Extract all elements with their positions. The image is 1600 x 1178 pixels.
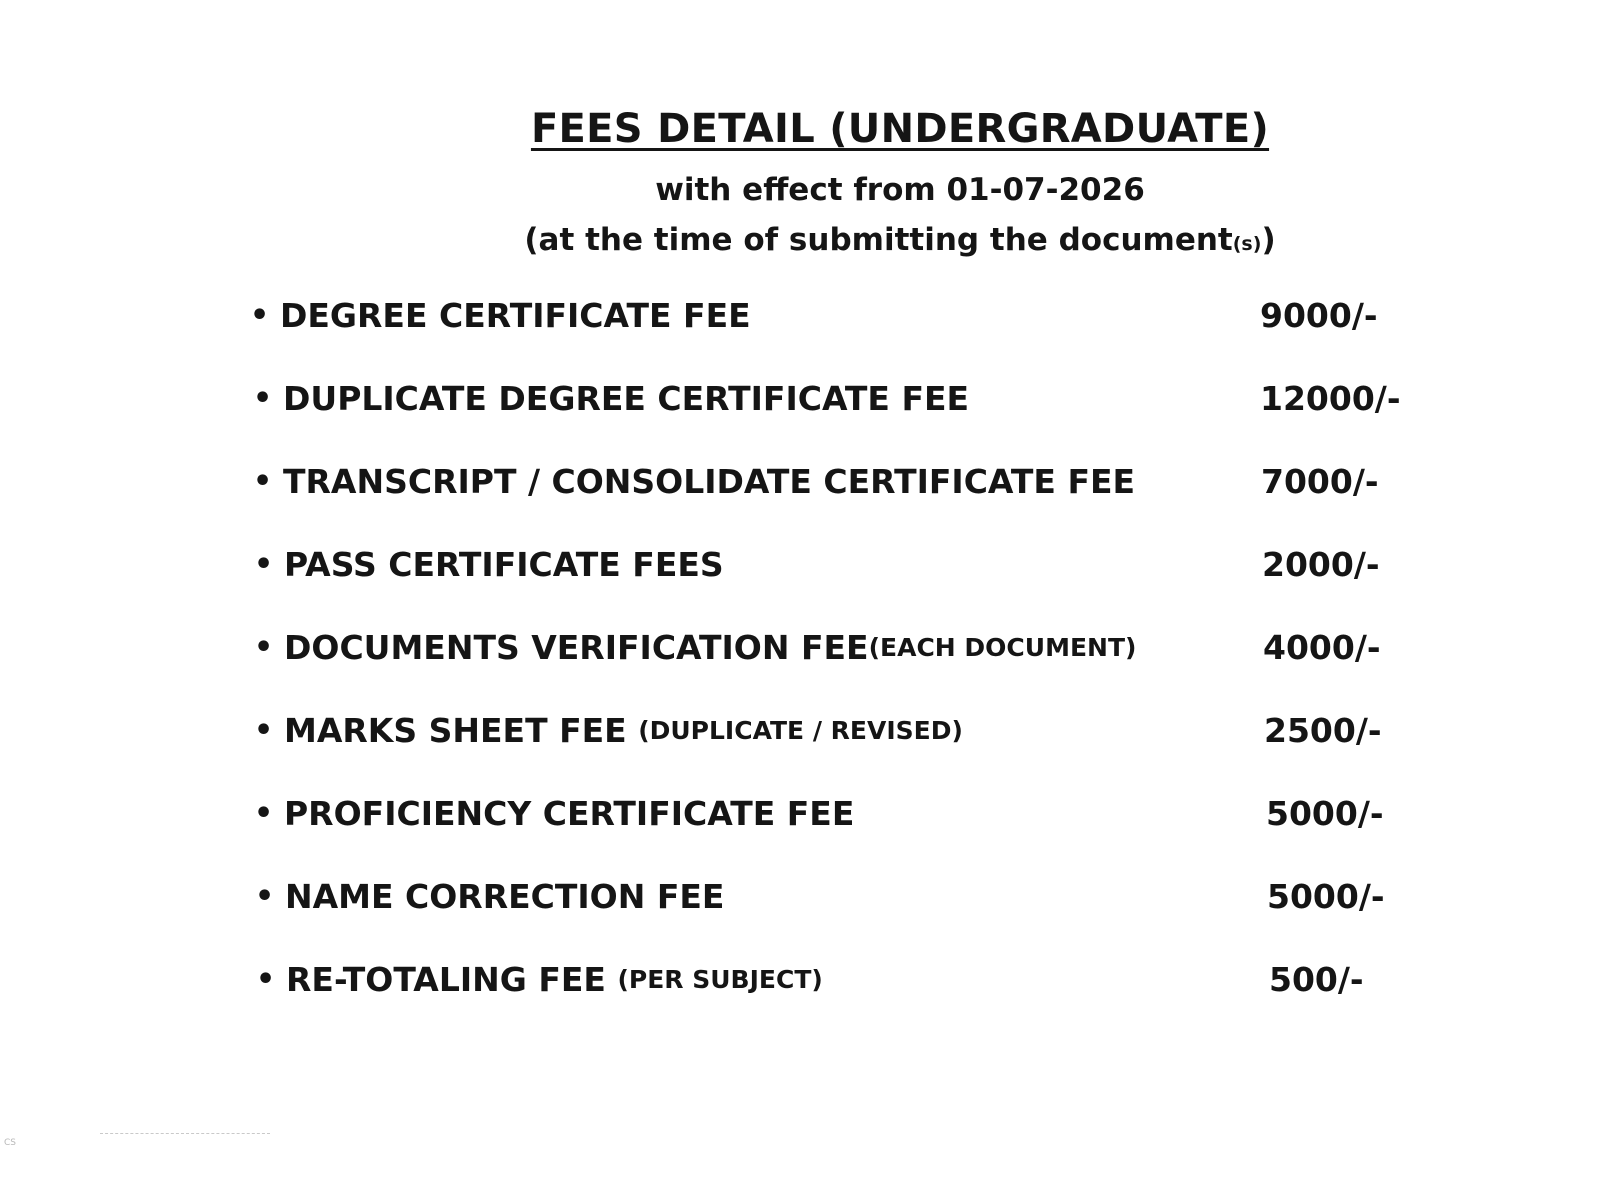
bullet-icon: • <box>253 381 273 416</box>
submission-note-prefix: (at the time of submitting the document <box>524 222 1233 258</box>
fee-item-duplicate-degree-certificate <box>253 379 1430 462</box>
bullet-icon: • <box>254 713 274 748</box>
fee-item-name-correction <box>255 877 1430 960</box>
fee-item-transcript <box>253 462 1430 545</box>
bullet-icon: • <box>250 298 270 333</box>
fee-name: RE-TOTALING FEE <box>286 960 618 999</box>
fee-item-pass-certificate <box>254 545 1430 628</box>
fee-name: NAME CORRECTION FEE <box>285 877 725 916</box>
fee-list <box>250 296 1430 1043</box>
fee-amount: 5000/- <box>1266 794 1384 833</box>
fee-name: PROFICIENCY CERTIFICATE FEE <box>284 794 855 833</box>
fee-item-re-totaling <box>256 960 1430 1043</box>
fee-note: (PER SUBJECT) <box>617 965 823 994</box>
fee-item-documents-verification <box>254 628 1430 711</box>
document-title <box>0 106 1600 152</box>
fee-item-degree-certificate <box>250 296 1430 379</box>
fee-name: MARKS SHEET FEE <box>284 711 639 750</box>
fee-note: (EACH DOCUMENT) <box>868 633 1137 662</box>
submission-note <box>0 222 1600 258</box>
fee-amount: 2500/- <box>1264 711 1382 750</box>
fee-name: DOCUMENTS VERIFICATION FEE <box>284 628 869 667</box>
bullet-icon: • <box>256 962 276 997</box>
fee-amount: 2000/- <box>1262 545 1380 584</box>
bullet-icon: • <box>255 879 275 914</box>
submission-note-suffix: ) <box>1261 222 1276 258</box>
fee-name: DUPLICATE DEGREE CERTIFICATE FEE <box>283 379 970 418</box>
bullet-icon: • <box>254 630 274 665</box>
fee-amount: 12000/- <box>1260 379 1401 418</box>
bullet-icon: • <box>253 464 273 499</box>
fee-amount: 5000/- <box>1267 877 1385 916</box>
fee-amount: 7000/- <box>1261 462 1379 501</box>
submission-note-plural: (s) <box>1232 233 1262 255</box>
fee-item-marks-sheet <box>254 711 1430 794</box>
fee-item-proficiency-certificate <box>254 794 1430 877</box>
fee-amount: 500/- <box>1269 960 1364 999</box>
bullet-icon: • <box>254 547 274 582</box>
bullet-icon: • <box>254 796 274 831</box>
fee-amount: 4000/- <box>1263 628 1381 667</box>
fee-name: TRANSCRIPT / CONSOLIDATE CERTIFICATE FEE <box>283 462 1136 501</box>
fee-amount: 9000/- <box>1260 296 1378 335</box>
scan-artifact-line <box>100 1133 270 1134</box>
fee-name: PASS CERTIFICATE FEES <box>284 545 724 584</box>
fee-name: DEGREE CERTIFICATE FEE <box>280 296 751 335</box>
scanner-watermark: CS <box>4 1138 16 1148</box>
document-title-text: FEES DETAIL (UNDERGRADUATE) <box>530 106 1270 152</box>
fee-note: (DUPLICATE / REVISED) <box>638 716 963 745</box>
effective-date-line: with effect from 01-07-2026 <box>655 172 1145 208</box>
